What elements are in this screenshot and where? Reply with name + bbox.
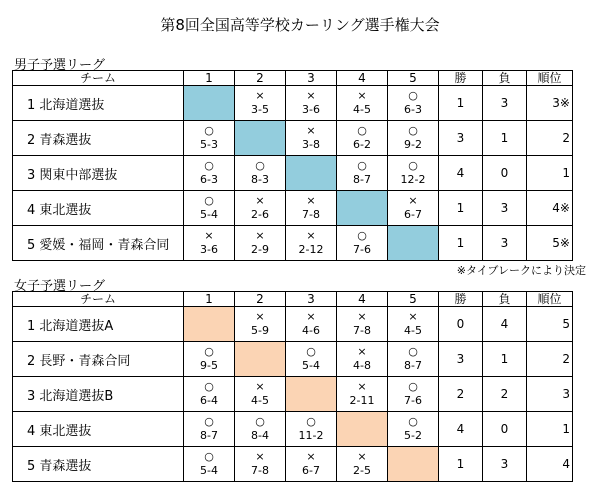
result-mark: ○ bbox=[408, 415, 418, 428]
rank-cell: 1 bbox=[527, 156, 573, 191]
team-name: 4 東北選抜 bbox=[13, 412, 184, 447]
result-mark: × bbox=[357, 450, 367, 463]
table-row bbox=[13, 307, 573, 342]
result-score: 7-6 bbox=[404, 394, 422, 407]
result-mark: ○ bbox=[204, 345, 214, 358]
result-mark: × bbox=[255, 89, 265, 102]
result-score: 8-7 bbox=[404, 359, 422, 372]
result-cell bbox=[337, 121, 388, 156]
losses-cell: 3 bbox=[483, 447, 527, 482]
self-match-cell bbox=[286, 377, 337, 412]
result-score: 7-8 bbox=[302, 208, 320, 221]
result-cell bbox=[235, 191, 286, 226]
women-league-heading: 女子予選リーグ bbox=[14, 279, 106, 294]
result-score: 5-4 bbox=[302, 359, 320, 372]
rank-cell: 5 bbox=[527, 307, 573, 342]
losses-cell: 3 bbox=[483, 191, 527, 226]
column-header: 負 bbox=[483, 292, 527, 307]
result-score: 6-7 bbox=[404, 208, 422, 221]
result-cell bbox=[184, 156, 235, 191]
result-mark: ○ bbox=[408, 159, 418, 172]
result-mark: ○ bbox=[408, 89, 418, 102]
wins-cell: 0 bbox=[439, 307, 483, 342]
result-cell bbox=[184, 342, 235, 377]
result-mark: × bbox=[306, 89, 316, 102]
men-league-table bbox=[12, 70, 573, 261]
table-row bbox=[13, 156, 573, 191]
losses-cell: 4 bbox=[483, 307, 527, 342]
rank-cell: 5※ bbox=[527, 226, 573, 261]
rank-cell: 3※ bbox=[527, 86, 573, 121]
result-score: 11-2 bbox=[298, 429, 324, 442]
result-mark: × bbox=[408, 310, 418, 323]
wins-cell: 1 bbox=[439, 226, 483, 261]
result-mark: ○ bbox=[204, 380, 214, 393]
column-header: 1 bbox=[184, 292, 235, 307]
rank-cell: 4※ bbox=[527, 191, 573, 226]
result-cell bbox=[286, 307, 337, 342]
men-header-row bbox=[13, 71, 573, 86]
result-score: 9-5 bbox=[200, 359, 218, 372]
column-header: 5 bbox=[388, 292, 439, 307]
table-row bbox=[13, 121, 573, 156]
result-cell bbox=[286, 342, 337, 377]
result-score: 6-3 bbox=[200, 173, 218, 186]
rank-cell: 1 bbox=[527, 412, 573, 447]
wins-cell: 4 bbox=[439, 156, 483, 191]
team-name: 1 北海道選抜 bbox=[13, 86, 184, 121]
result-score: 4-8 bbox=[353, 359, 371, 372]
result-score: 9-2 bbox=[404, 138, 422, 151]
wins-cell: 2 bbox=[439, 377, 483, 412]
women-league-table bbox=[12, 291, 573, 482]
result-mark: × bbox=[357, 380, 367, 393]
result-cell bbox=[286, 412, 337, 447]
result-cell bbox=[337, 377, 388, 412]
table-row bbox=[13, 342, 573, 377]
result-mark: ○ bbox=[306, 345, 316, 358]
result-score: 6-4 bbox=[200, 394, 218, 407]
result-mark: ○ bbox=[357, 159, 367, 172]
result-cell bbox=[388, 342, 439, 377]
result-mark: × bbox=[357, 310, 367, 323]
table-row bbox=[13, 86, 573, 121]
losses-cell: 3 bbox=[483, 86, 527, 121]
column-header: 勝 bbox=[439, 71, 483, 86]
result-cell bbox=[337, 307, 388, 342]
result-score: 6-3 bbox=[404, 103, 422, 116]
result-score: 3-8 bbox=[302, 138, 320, 151]
column-header: 負 bbox=[483, 71, 527, 86]
column-header: 1 bbox=[184, 71, 235, 86]
result-mark: × bbox=[255, 229, 265, 242]
result-score: 8-3 bbox=[251, 173, 269, 186]
result-cell bbox=[184, 226, 235, 261]
result-mark: × bbox=[255, 194, 265, 207]
result-cell bbox=[388, 412, 439, 447]
team-name: 5 愛媛・福岡・青森合同 bbox=[13, 226, 184, 261]
team-name: 3 北海道選抜B bbox=[13, 377, 184, 412]
result-cell bbox=[337, 226, 388, 261]
result-cell bbox=[235, 447, 286, 482]
result-mark: ○ bbox=[204, 194, 214, 207]
team-column-header: チーム bbox=[13, 292, 184, 307]
result-mark: × bbox=[306, 450, 316, 463]
column-header: 4 bbox=[337, 292, 388, 307]
result-cell bbox=[286, 121, 337, 156]
wins-cell: 1 bbox=[439, 191, 483, 226]
men-league-heading: 男子予選リーグ bbox=[14, 58, 106, 73]
result-score: 6-2 bbox=[353, 138, 371, 151]
column-header: 順位 bbox=[527, 292, 573, 307]
result-cell bbox=[184, 191, 235, 226]
result-score: 3-6 bbox=[200, 243, 218, 256]
result-mark: × bbox=[255, 380, 265, 393]
result-score: 8-7 bbox=[353, 173, 371, 186]
result-score: 6-7 bbox=[302, 464, 320, 477]
table-row bbox=[13, 412, 573, 447]
result-cell bbox=[235, 226, 286, 261]
result-mark: ○ bbox=[204, 450, 214, 463]
table-row bbox=[13, 226, 573, 261]
self-match-cell bbox=[235, 342, 286, 377]
column-header: 3 bbox=[286, 292, 337, 307]
result-score: 12-2 bbox=[400, 173, 426, 186]
table-row bbox=[13, 377, 573, 412]
result-cell bbox=[184, 447, 235, 482]
result-cell bbox=[388, 121, 439, 156]
result-score: 4-5 bbox=[251, 394, 269, 407]
result-mark: × bbox=[306, 310, 316, 323]
result-mark: × bbox=[357, 345, 367, 358]
result-cell bbox=[286, 191, 337, 226]
self-match-cell bbox=[337, 191, 388, 226]
result-score: 4-6 bbox=[302, 324, 320, 337]
result-mark: × bbox=[255, 450, 265, 463]
result-score: 2-9 bbox=[251, 243, 269, 256]
result-score: 2-6 bbox=[251, 208, 269, 221]
rank-cell: 4 bbox=[527, 447, 573, 482]
result-mark: × bbox=[306, 229, 316, 242]
column-header: 3 bbox=[286, 71, 337, 86]
result-cell bbox=[388, 156, 439, 191]
result-score: 4-5 bbox=[404, 324, 422, 337]
column-header: 順位 bbox=[527, 71, 573, 86]
women-header-row bbox=[13, 292, 573, 307]
column-header: 2 bbox=[235, 292, 286, 307]
result-cell bbox=[235, 412, 286, 447]
wins-cell: 1 bbox=[439, 447, 483, 482]
wins-cell: 1 bbox=[439, 86, 483, 121]
self-match-cell bbox=[235, 121, 286, 156]
result-mark: ○ bbox=[204, 159, 214, 172]
result-cell bbox=[286, 226, 337, 261]
losses-cell: 0 bbox=[483, 412, 527, 447]
result-mark: × bbox=[306, 194, 316, 207]
result-score: 5-3 bbox=[200, 138, 218, 151]
result-cell bbox=[235, 307, 286, 342]
column-header: 2 bbox=[235, 71, 286, 86]
result-cell bbox=[184, 412, 235, 447]
result-mark: ○ bbox=[408, 124, 418, 137]
result-score: 8-4 bbox=[251, 429, 269, 442]
result-mark: × bbox=[204, 229, 214, 242]
result-mark: × bbox=[255, 310, 265, 323]
rank-cell: 2 bbox=[527, 342, 573, 377]
team-name: 3 関東中部選抜 bbox=[13, 156, 184, 191]
rank-cell: 3 bbox=[527, 377, 573, 412]
result-cell bbox=[184, 121, 235, 156]
self-match-cell bbox=[184, 307, 235, 342]
result-score: 3-5 bbox=[251, 103, 269, 116]
losses-cell: 3 bbox=[483, 226, 527, 261]
losses-cell: 2 bbox=[483, 377, 527, 412]
column-header: 4 bbox=[337, 71, 388, 86]
result-cell bbox=[388, 307, 439, 342]
page-title: 第8回全国高等学校カーリング選手権大会 bbox=[160, 16, 440, 34]
result-cell bbox=[337, 86, 388, 121]
result-cell bbox=[286, 447, 337, 482]
result-score: 2-5 bbox=[353, 464, 371, 477]
result-score: 2-11 bbox=[349, 394, 375, 407]
result-cell bbox=[388, 86, 439, 121]
self-match-cell bbox=[286, 156, 337, 191]
column-header: 勝 bbox=[439, 292, 483, 307]
result-score: 3-6 bbox=[302, 103, 320, 116]
result-mark: ○ bbox=[357, 229, 367, 242]
result-mark: ○ bbox=[255, 159, 265, 172]
result-mark: ○ bbox=[204, 124, 214, 137]
result-cell bbox=[337, 156, 388, 191]
result-cell bbox=[286, 86, 337, 121]
losses-cell: 1 bbox=[483, 121, 527, 156]
tiebreak-note: ※タイブレークにより決定 bbox=[456, 264, 586, 277]
table-row bbox=[13, 447, 573, 482]
result-mark: × bbox=[306, 124, 316, 137]
result-mark: × bbox=[408, 194, 418, 207]
team-name: 4 東北選抜 bbox=[13, 191, 184, 226]
result-score: 2-12 bbox=[298, 243, 324, 256]
result-cell bbox=[388, 377, 439, 412]
result-cell bbox=[184, 377, 235, 412]
result-mark: ○ bbox=[255, 415, 265, 428]
self-match-cell bbox=[388, 226, 439, 261]
table-row bbox=[13, 191, 573, 226]
result-mark: ○ bbox=[408, 380, 418, 393]
team-name: 2 青森選抜 bbox=[13, 121, 184, 156]
result-score: 4-5 bbox=[353, 103, 371, 116]
team-name: 5 青森選抜 bbox=[13, 447, 184, 482]
result-mark: ○ bbox=[204, 415, 214, 428]
losses-cell: 1 bbox=[483, 342, 527, 377]
losses-cell: 0 bbox=[483, 156, 527, 191]
self-match-cell bbox=[388, 447, 439, 482]
result-cell bbox=[235, 377, 286, 412]
result-score: 5-9 bbox=[251, 324, 269, 337]
result-cell bbox=[337, 447, 388, 482]
result-score: 7-8 bbox=[251, 464, 269, 477]
result-cell bbox=[388, 191, 439, 226]
wins-cell: 4 bbox=[439, 412, 483, 447]
result-score: 7-8 bbox=[353, 324, 371, 337]
wins-cell: 3 bbox=[439, 342, 483, 377]
team-name: 1 北海道選抜A bbox=[13, 307, 184, 342]
result-cell bbox=[235, 86, 286, 121]
result-mark: ○ bbox=[306, 415, 316, 428]
result-score: 7-6 bbox=[353, 243, 371, 256]
result-score: 5-4 bbox=[200, 464, 218, 477]
result-score: 5-2 bbox=[404, 429, 422, 442]
rank-cell: 2 bbox=[527, 121, 573, 156]
result-mark: ○ bbox=[408, 345, 418, 358]
team-column-header: チーム bbox=[13, 71, 184, 86]
result-mark: × bbox=[357, 89, 367, 102]
result-mark: ○ bbox=[357, 124, 367, 137]
result-cell bbox=[337, 342, 388, 377]
wins-cell: 3 bbox=[439, 121, 483, 156]
self-match-cell bbox=[184, 86, 235, 121]
self-match-cell bbox=[337, 412, 388, 447]
team-name: 2 長野・青森合同 bbox=[13, 342, 184, 377]
result-score: 8-7 bbox=[200, 429, 218, 442]
result-score: 5-4 bbox=[200, 208, 218, 221]
result-cell bbox=[235, 156, 286, 191]
column-header: 5 bbox=[388, 71, 439, 86]
